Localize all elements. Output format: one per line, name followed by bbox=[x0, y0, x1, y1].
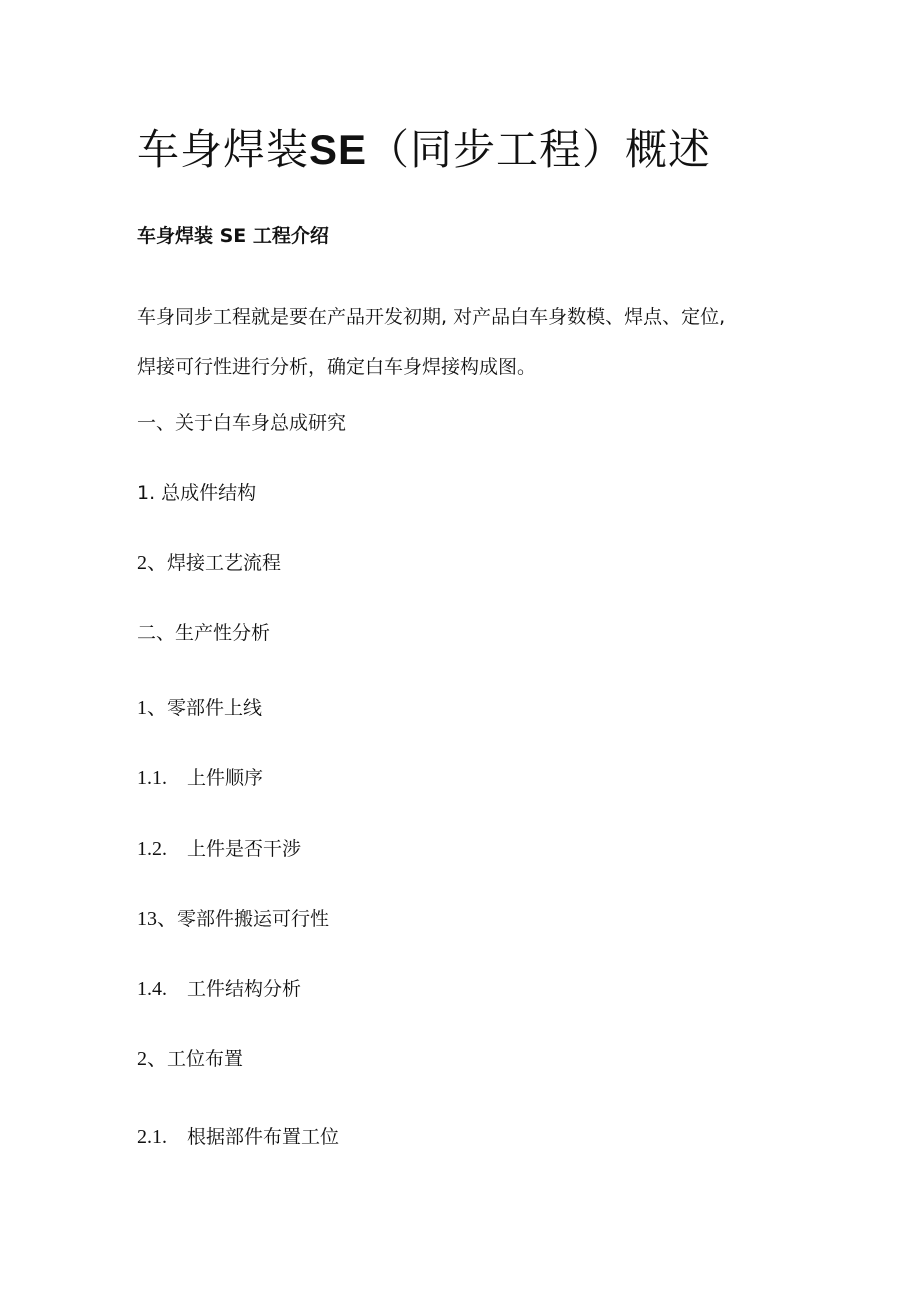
title-suffix: （同步工程）概述 bbox=[367, 125, 712, 174]
outline-number: 13、 bbox=[137, 908, 177, 930]
outline-item bbox=[137, 408, 346, 438]
outline-text: 根据部件布置工位 bbox=[187, 1126, 340, 1148]
outline-item bbox=[137, 693, 262, 723]
outline-text: 零部件搬运可行性 bbox=[177, 908, 330, 930]
outline-number: 1.2. bbox=[137, 838, 187, 860]
outline-number: 1.4. bbox=[137, 978, 187, 1000]
outline-text: 二、生产性分析 bbox=[137, 622, 271, 644]
outline-number: 1、 bbox=[137, 697, 167, 719]
title-prefix: 车身焊装 bbox=[137, 125, 310, 174]
outline-item bbox=[137, 834, 301, 864]
outline-text: 工件结构分析 bbox=[187, 978, 302, 1000]
outline-text: 上件是否干涉 bbox=[187, 838, 302, 860]
outline-item bbox=[137, 618, 270, 648]
outline-text: 焊接工艺流程 bbox=[167, 552, 282, 574]
document-subtitle: 车身焊装 SE 工程介绍 bbox=[137, 225, 329, 247]
intro-paragraph bbox=[137, 292, 777, 392]
outline-item bbox=[137, 1044, 243, 1074]
outline-text: 上件顺序 bbox=[187, 767, 264, 789]
outline-item bbox=[137, 763, 263, 793]
outline-text: 工位布置 bbox=[167, 1048, 244, 1070]
outline-number: 1.1. bbox=[137, 767, 187, 789]
intro-line-2: 焊接可行性进行分析，确定白车身焊接构成图。 bbox=[137, 356, 537, 378]
intro-line-1: 车身同步工程就是要在产品开发初期, 对产品白车身数模、焊点、定位, bbox=[137, 306, 726, 328]
outline-text: 一、关于白车身总成研究 bbox=[137, 412, 347, 434]
document-title bbox=[137, 120, 711, 180]
outline-item bbox=[137, 1122, 339, 1152]
outline-item bbox=[137, 548, 281, 578]
outline-text: 零部件上线 bbox=[167, 697, 263, 719]
outline-number: 2.1. bbox=[137, 1126, 187, 1148]
outline-number: 2、 bbox=[137, 552, 167, 574]
title-latin: SE bbox=[309, 126, 368, 173]
outline-number: 2、 bbox=[137, 1048, 167, 1070]
outline-item bbox=[137, 904, 329, 934]
outline-item bbox=[137, 478, 256, 508]
outline-text: 1. 总成件结构 bbox=[137, 482, 257, 504]
outline-item bbox=[137, 974, 301, 1004]
